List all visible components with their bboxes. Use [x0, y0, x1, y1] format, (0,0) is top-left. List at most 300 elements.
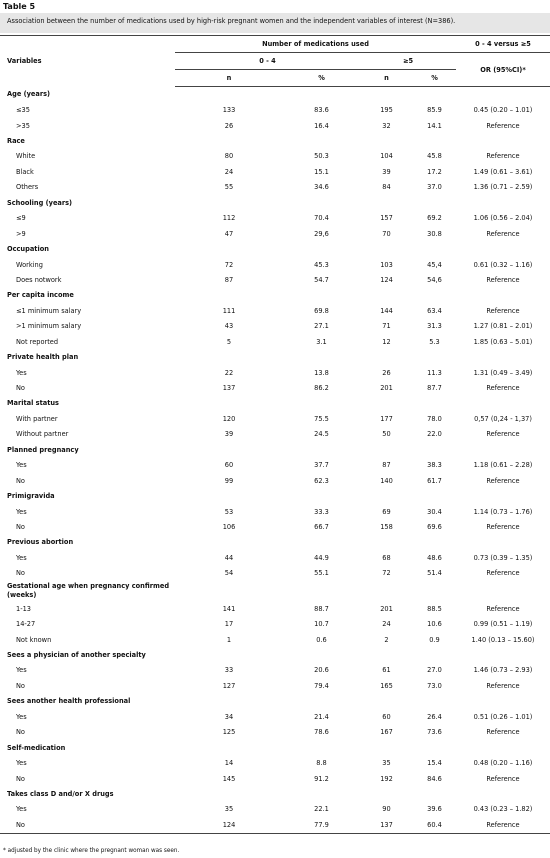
n-cell: 39	[224, 430, 234, 439]
n-cell: 22	[224, 368, 234, 377]
pct-cell: 54,6	[427, 275, 442, 284]
table-row	[0, 458, 550, 473]
group-label: Occupation	[7, 245, 49, 254]
table-label: Table 5	[3, 2, 36, 11]
group-label: Self-medication	[7, 743, 66, 752]
n-cell: 32	[382, 121, 391, 130]
pct-cell: 62.3	[314, 476, 329, 485]
empty-cell	[456, 396, 550, 411]
table-row	[0, 519, 550, 534]
empty-cell	[175, 288, 283, 303]
empty-cell	[175, 87, 283, 103]
pct-cell: 0.6	[316, 635, 327, 644]
n-cell: 1	[226, 635, 232, 644]
row-label: ≤35	[16, 106, 30, 115]
or-cell: Reference	[486, 476, 520, 485]
empty-cell	[360, 349, 413, 364]
table-row	[0, 473, 550, 488]
empty-cell	[283, 535, 360, 550]
n-cell: 17	[224, 620, 234, 629]
pct-cell: 13.8	[314, 368, 329, 377]
or-cell: 0.48 (0.20 – 1.16)	[473, 759, 533, 768]
row-label: 1-13	[16, 604, 31, 613]
group-row	[0, 581, 550, 601]
pct-cell: 27.0	[427, 666, 442, 675]
or-cell: 1.31 (0.49 – 3.49)	[473, 368, 533, 377]
n-cell: 201	[380, 384, 393, 393]
n-cell: 35	[382, 759, 391, 768]
pct-cell: 48.6	[427, 553, 442, 562]
results-table	[0, 35, 550, 834]
group-row	[0, 133, 550, 148]
pct-cell: 24.5	[314, 430, 329, 439]
pct-cell: 84.6	[427, 774, 442, 783]
or-cell: Reference	[456, 817, 550, 833]
row-label: No	[16, 774, 25, 783]
pct-cell: 61.7	[427, 476, 442, 485]
or-cell: Reference	[486, 152, 520, 161]
empty-cell	[283, 396, 360, 411]
empty-cell	[175, 349, 283, 364]
group-label: Per capita income	[7, 291, 74, 300]
n-cell: 157	[380, 214, 393, 223]
empty-cell	[413, 786, 456, 801]
empty-cell	[413, 694, 456, 709]
or-cell: 1.06 (0.56 – 2.04)	[473, 214, 533, 223]
pct-cell: 10.6	[427, 620, 442, 629]
empty-cell	[283, 442, 360, 457]
row-label: White	[16, 152, 36, 161]
pct-cell: 3.1	[316, 337, 327, 346]
n-cell: 141	[222, 604, 236, 613]
n-cell: 70	[382, 229, 391, 238]
n-cell: 87	[224, 275, 234, 284]
empty-cell	[360, 288, 413, 303]
empty-cell	[283, 488, 360, 503]
or-cell: Reference	[486, 384, 520, 393]
pct-cell: 88.5	[427, 604, 442, 613]
empty-cell	[175, 442, 283, 457]
row-label: Yes	[16, 712, 27, 721]
n-cell: 39	[382, 167, 391, 176]
empty-cell	[413, 87, 456, 103]
row-label: >9	[16, 229, 26, 238]
empty-cell	[456, 288, 550, 303]
row-label: Yes	[16, 507, 27, 516]
group-row	[0, 786, 550, 801]
empty-cell	[283, 133, 360, 148]
pct-cell: 60.4	[413, 817, 456, 833]
pct-cell: 69.2	[427, 214, 442, 223]
or-cell: Reference	[486, 681, 520, 690]
pct-cell: 73.6	[427, 728, 442, 737]
or-cell: Reference	[486, 522, 520, 531]
or-cell: 0,57 (0,24 - 1,37)	[474, 414, 532, 423]
row-label: Yes	[16, 759, 27, 768]
pct-cell: 16.4	[314, 121, 329, 130]
pct-cell: 26.4	[427, 712, 442, 721]
pct-cell: 70.4	[314, 214, 329, 223]
row-label: Yes	[16, 553, 27, 562]
pct-cell: 8.8	[316, 759, 327, 768]
group-label: Previous abortion	[7, 538, 74, 547]
n-header: n	[360, 70, 413, 87]
group-label: Marital status	[7, 399, 59, 408]
empty-cell	[360, 647, 413, 662]
pct-cell: 37.0	[427, 183, 442, 192]
table-row	[0, 427, 550, 442]
row-label: Working	[16, 260, 43, 269]
table-row	[0, 709, 550, 724]
n-cell: 72	[382, 569, 391, 578]
pct-cell: 88.7	[314, 604, 329, 613]
n-cell: 124	[380, 275, 393, 284]
group-row	[0, 241, 550, 256]
empty-cell	[456, 786, 550, 801]
table-row	[0, 725, 550, 740]
empty-cell	[360, 786, 413, 801]
empty-cell	[175, 195, 283, 210]
row-label: With partner	[16, 414, 58, 423]
pct-cell: 10.7	[314, 620, 329, 629]
n-cell: 103	[380, 260, 393, 269]
empty-cell	[413, 288, 456, 303]
pct-cell: 86.2	[314, 384, 329, 393]
table-row	[0, 334, 550, 349]
n-cell: 201	[380, 604, 393, 613]
n-cell: 60	[224, 461, 234, 470]
or-header: OR (95%CI)*	[456, 53, 550, 87]
empty-cell	[360, 442, 413, 457]
empty-cell	[456, 195, 550, 210]
caption-box	[0, 13, 550, 33]
empty-cell	[175, 396, 283, 411]
n-cell: 24	[382, 620, 391, 629]
group-header: Number of medications used	[175, 36, 456, 53]
pct-cell: 39.6	[427, 805, 442, 814]
n-cell: 99	[224, 476, 234, 485]
table-row	[0, 365, 550, 380]
group-label: Planned pregnancy	[7, 445, 79, 454]
pct-cell: 5.3	[429, 337, 440, 346]
row-label: Not known	[16, 635, 52, 644]
pct-header: %	[283, 70, 360, 87]
empty-cell	[360, 87, 413, 103]
table-body	[0, 87, 550, 834]
comparison-header: 0 - 4 versus ≥5	[456, 36, 550, 53]
group-label: Gestational age when pregnancy confirmed (weeks)	[7, 582, 170, 599]
n-cell: 5	[226, 337, 232, 346]
pct-cell: 21.4	[314, 712, 329, 721]
empty-cell	[175, 535, 283, 550]
empty-cell	[360, 195, 413, 210]
empty-cell	[456, 694, 550, 709]
pct-cell: 31.3	[427, 322, 442, 331]
n-cell: 47	[224, 229, 234, 238]
row-label: Yes	[16, 805, 27, 814]
empty-cell	[175, 647, 283, 662]
n-cell: 68	[382, 553, 391, 562]
row-label: Yes	[16, 368, 27, 377]
table-caption: Association between the number of medications used by high-risk pregnant women and the independent variables of interest (N=386).	[7, 17, 456, 25]
empty-cell	[175, 133, 283, 148]
pct-cell: 0.9	[429, 635, 440, 644]
empty-cell	[175, 488, 283, 503]
group-label: Primigravida	[7, 492, 55, 501]
row-label: Not reported	[16, 337, 59, 346]
pct-cell: 51.4	[427, 569, 442, 578]
empty-cell	[456, 647, 550, 662]
or-cell: 1.40 (0.13 – 15.60)	[471, 635, 535, 644]
table-row	[0, 303, 550, 318]
n-cell: 177	[380, 414, 393, 423]
group-row	[0, 396, 550, 411]
row-label: Yes	[16, 666, 27, 675]
table-row	[0, 380, 550, 395]
empty-cell	[413, 349, 456, 364]
group-row	[0, 87, 550, 103]
table-row	[0, 616, 550, 631]
table-row	[0, 566, 550, 581]
or-cell: Reference	[486, 569, 520, 578]
empty-cell	[413, 241, 456, 256]
n-cell: 104	[380, 152, 393, 161]
empty-cell	[456, 488, 550, 503]
empty-cell	[175, 694, 283, 709]
table-row	[0, 601, 550, 616]
pct-cell: 54.7	[314, 275, 329, 284]
empty-cell	[456, 535, 550, 550]
pct-cell: 11.3	[427, 368, 442, 377]
row-label: Does notwork	[16, 275, 62, 284]
empty-cell	[413, 133, 456, 148]
empty-cell	[283, 647, 360, 662]
empty-cell	[456, 349, 550, 364]
pct-cell: 37.7	[314, 461, 329, 470]
empty-cell	[175, 786, 283, 801]
row-label: Others	[16, 183, 39, 192]
pct-cell: 30.4	[427, 507, 442, 516]
n-cell: 54	[224, 569, 234, 578]
empty-cell	[456, 241, 550, 256]
n-cell: 111	[222, 306, 236, 315]
empty-cell	[175, 740, 283, 755]
row-label: No	[16, 522, 25, 531]
pct-cell: 78.0	[427, 414, 442, 423]
table-row	[0, 771, 550, 786]
table-row	[0, 632, 550, 647]
empty-cell	[360, 396, 413, 411]
empty-cell	[360, 694, 413, 709]
group-label: Sees a physician of another specialty	[7, 651, 146, 660]
table-row	[0, 678, 550, 693]
group-row	[0, 535, 550, 550]
or-cell: Reference	[486, 774, 520, 783]
empty-cell	[360, 581, 413, 601]
group-label: Sees another health professional	[7, 697, 131, 706]
n-cell: 158	[380, 522, 393, 531]
n-cell: 165	[380, 681, 393, 690]
group-label: Takes class D and/or X drugs	[7, 789, 114, 798]
n-cell: 69	[382, 507, 391, 516]
variables-header: Variables	[0, 36, 175, 87]
empty-cell	[413, 740, 456, 755]
or-cell: 0.45 (0.20 – 1.01)	[473, 106, 533, 115]
row-label: 14-27	[16, 620, 36, 629]
or-cell: Reference	[486, 306, 520, 315]
or-cell: Reference	[486, 604, 520, 613]
empty-cell	[283, 288, 360, 303]
or-cell: 1.46 (0.73 – 2.93)	[473, 666, 533, 675]
table-row	[0, 226, 550, 241]
n-cell: 14	[224, 759, 234, 768]
table-row	[0, 211, 550, 226]
or-cell: 0.61 (0.32 – 1.16)	[473, 260, 533, 269]
empty-cell	[456, 87, 550, 103]
or-cell: 1.27 (0.81 – 2.01)	[473, 322, 533, 331]
table-row	[0, 411, 550, 426]
footnote: * adjusted by the clinic where the pregnant woman was seen.	[3, 848, 180, 854]
empty-cell	[360, 241, 413, 256]
table-row	[0, 118, 550, 133]
n-cell: 80	[224, 152, 234, 161]
empty-cell	[283, 581, 360, 601]
pct-cell: 73.0	[427, 681, 442, 690]
row-label: >1 minimum salary	[16, 322, 82, 331]
row-label: Black	[16, 167, 34, 176]
n-cell: 145	[222, 774, 236, 783]
empty-cell	[283, 786, 360, 801]
empty-cell	[175, 581, 283, 601]
empty-cell	[360, 740, 413, 755]
pct-cell: 14.1	[427, 121, 442, 130]
table-row	[0, 802, 550, 817]
table-row	[0, 102, 550, 117]
empty-cell	[283, 740, 360, 755]
n-cell: 84	[382, 183, 391, 192]
n-cell: 124	[175, 817, 283, 833]
empty-cell	[413, 396, 456, 411]
n-cell: 192	[380, 774, 393, 783]
pct-cell: 45,4	[427, 260, 442, 269]
row-label: No	[16, 569, 25, 578]
empty-cell	[456, 133, 550, 148]
pct-cell: 45.8	[427, 152, 442, 161]
pct-cell: 45.3	[314, 260, 329, 269]
pct-cell: 79.4	[314, 681, 329, 690]
n-cell: 2	[384, 635, 389, 644]
n-cell: 60	[382, 712, 391, 721]
n-header: n	[175, 70, 283, 87]
table-row	[0, 550, 550, 565]
empty-cell	[283, 349, 360, 364]
group-label: Private health plan	[7, 353, 79, 362]
group-row	[0, 647, 550, 662]
n-cell: 26	[224, 121, 234, 130]
empty-cell	[413, 195, 456, 210]
row-label: ≤9	[16, 214, 26, 223]
n-cell: 72	[224, 260, 234, 269]
or-cell: 0.43 (0.23 – 1.82)	[473, 805, 533, 814]
empty-cell	[360, 133, 413, 148]
empty-cell	[413, 535, 456, 550]
n-cell: 133	[222, 106, 236, 115]
n-cell: 55	[224, 183, 234, 192]
row-label: ≤1 minimum salary	[16, 306, 82, 315]
table-row	[0, 257, 550, 272]
col-low-header: 0 - 4	[175, 53, 360, 70]
table-row	[0, 164, 550, 179]
n-cell: 71	[382, 322, 391, 331]
row-label: Yes	[16, 461, 27, 470]
or-cell: 0.51 (0.26 – 1.01)	[473, 712, 533, 721]
n-cell: 50	[382, 430, 391, 439]
pct-cell: 22.0	[427, 430, 442, 439]
or-cell: Reference	[486, 430, 520, 439]
n-cell: 44	[224, 553, 234, 562]
group-row	[0, 195, 550, 210]
n-cell: 112	[222, 214, 236, 223]
empty-cell	[456, 740, 550, 755]
empty-cell	[175, 241, 283, 256]
pct-cell: 27.1	[314, 322, 329, 331]
row-label: No	[0, 817, 175, 833]
table-row	[0, 663, 550, 678]
or-cell: Reference	[486, 121, 520, 130]
empty-cell	[283, 694, 360, 709]
row-label: No	[16, 681, 25, 690]
pct-cell: 44.9	[314, 553, 329, 562]
group-row	[0, 442, 550, 457]
or-cell: 1.18 (0.61 – 2.28)	[473, 461, 533, 470]
pct-cell: 83.6	[314, 106, 329, 115]
empty-cell	[456, 581, 550, 601]
pct-cell: 30.8	[427, 229, 442, 238]
empty-cell	[413, 647, 456, 662]
empty-cell	[413, 581, 456, 601]
pct-cell: 66.7	[314, 522, 329, 531]
n-cell: 195	[380, 106, 393, 115]
row-label: Without partner	[16, 430, 69, 439]
pct-cell: 33.3	[314, 507, 329, 516]
table-row	[0, 272, 550, 287]
table-row	[0, 755, 550, 770]
n-cell: 53	[224, 507, 234, 516]
pct-cell: 63.4	[427, 306, 442, 315]
pct-cell: 15.4	[427, 759, 442, 768]
or-cell: Reference	[486, 275, 520, 284]
pct-cell: 69.8	[314, 306, 329, 315]
pct-cell: 15.1	[314, 167, 329, 176]
row-label: No	[16, 728, 25, 737]
n-cell: 35	[224, 805, 234, 814]
empty-cell	[283, 241, 360, 256]
or-cell: 1.14 (0.73 – 1.76)	[473, 507, 533, 516]
row-label: No	[16, 384, 25, 393]
or-cell: 1.36 (0.71 – 2.59)	[473, 183, 533, 192]
n-cell: 24	[224, 167, 234, 176]
table-row	[0, 817, 550, 833]
or-cell: 0.73 (0.39 – 1.35)	[473, 553, 533, 562]
empty-cell	[283, 87, 360, 103]
n-cell: 87	[382, 461, 391, 470]
pct-cell: 75.5	[314, 414, 329, 423]
n-cell: 34	[224, 712, 234, 721]
pct-cell: 77.9	[283, 817, 360, 833]
table-row	[0, 319, 550, 334]
group-row	[0, 488, 550, 503]
group-label: Race	[7, 137, 25, 146]
